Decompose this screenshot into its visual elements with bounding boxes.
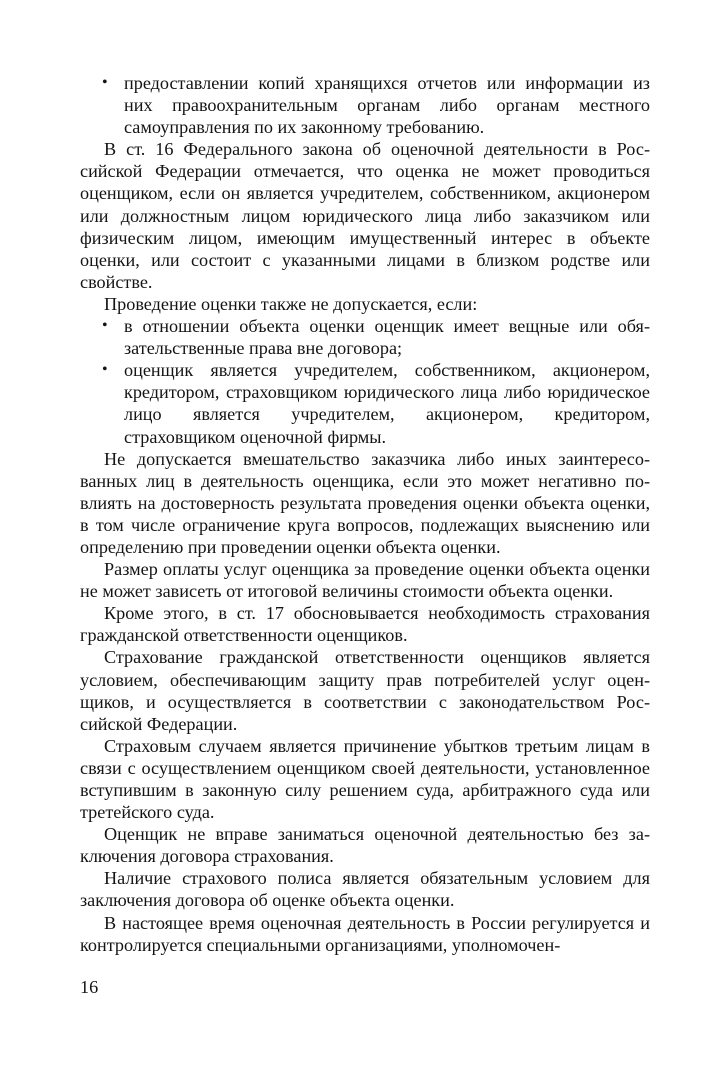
- paragraph-2: Проведение оценки также не допускается, если:: [104, 293, 478, 314]
- paragraph-6: Страхование гражданской ответственности оценщиков является условием, обеспечивающим защиту прав потребителей услуг оценщиков, и осуществляется в соответствии с законодательством Российской Федерации.: [80, 647, 650, 734]
- paragraph-5: Кроме этого, в ст. 17 обосновывается необходимость страхования гражданской ответственности оценщиков.: [80, 603, 650, 646]
- page-body: [80, 72, 650, 956]
- bullet-item-3: [80, 359, 650, 447]
- paragraph-9: Наличие страхового полиса является обязательным условием для заключения договора об оценке объекта оценки.: [80, 868, 650, 911]
- bullet-item-2: [80, 315, 650, 359]
- paragraph-10: В настоящее время оценочная деятельность в России регулируется и контролируется специальными организациями, уполномочен-: [80, 912, 650, 955]
- paragraph-1: В ст. 16 Федерального закона об оценочной деятельности в Российской Федерации отмечается, что оценка не может проводиться оценщиком, если он является учредителем, собственником, акционером или должностным лицом юридического лица либо заказчиком или физическим лицом, имеющим имущественный интерес в объекте оценки, или состоит с указанными лицами в близком родстве или свойстве.: [80, 139, 650, 292]
- bullet-item-text: в отношении объекта оценки оценщик имеет вещные или обязательственные права вне договора;: [124, 316, 650, 359]
- bullet-icon: •: [102, 74, 108, 91]
- bullet-item-1: [80, 72, 650, 138]
- paragraph-3: Не допускается вмешательство заказчика либо иных заинтересованных лиц в деятельность оценщика, если это может негативно повлиять на достоверность результата проведения оценки объекта оценки, в том числе ограничение круга вопросов, подлежащих выяснению или определению при проведении оценки объекта оценки.: [80, 448, 650, 557]
- page-number: 16: [80, 977, 99, 997]
- paragraph-7: Страховым случаем является причинение убытков третьим лицам в связи с осуществлением оценщиком своей деятельности, установленное вступившим в законную силу решением суда, арбитражного суда или третейского суда.: [80, 735, 650, 823]
- bullet-item-text: оценщик является учредителем, собственником, акционером, кредитором, страховщиком юридического лица либо юридическое лицо является учредителем, акционером, кредитором, страховщиком оценочной фирмы.: [124, 360, 650, 447]
- bullet-icon: •: [102, 317, 108, 335]
- paragraph-8: Оценщик не вправе заниматься оценочной деятельностью без заключения договора страхования.: [80, 824, 650, 867]
- paragraph-4: Размер оплаты услуг оценщика за проведение оценки объекта оценки не может зависеть от итоговой величины стоимости объекта оценки.: [80, 559, 650, 602]
- bullet-item-text: предоставлении копий хранящихся отчетов или информации из них правоохранительным органам либо органам местного самоуправления по их законному требованию.: [124, 73, 650, 138]
- bullet-icon: •: [102, 361, 108, 379]
